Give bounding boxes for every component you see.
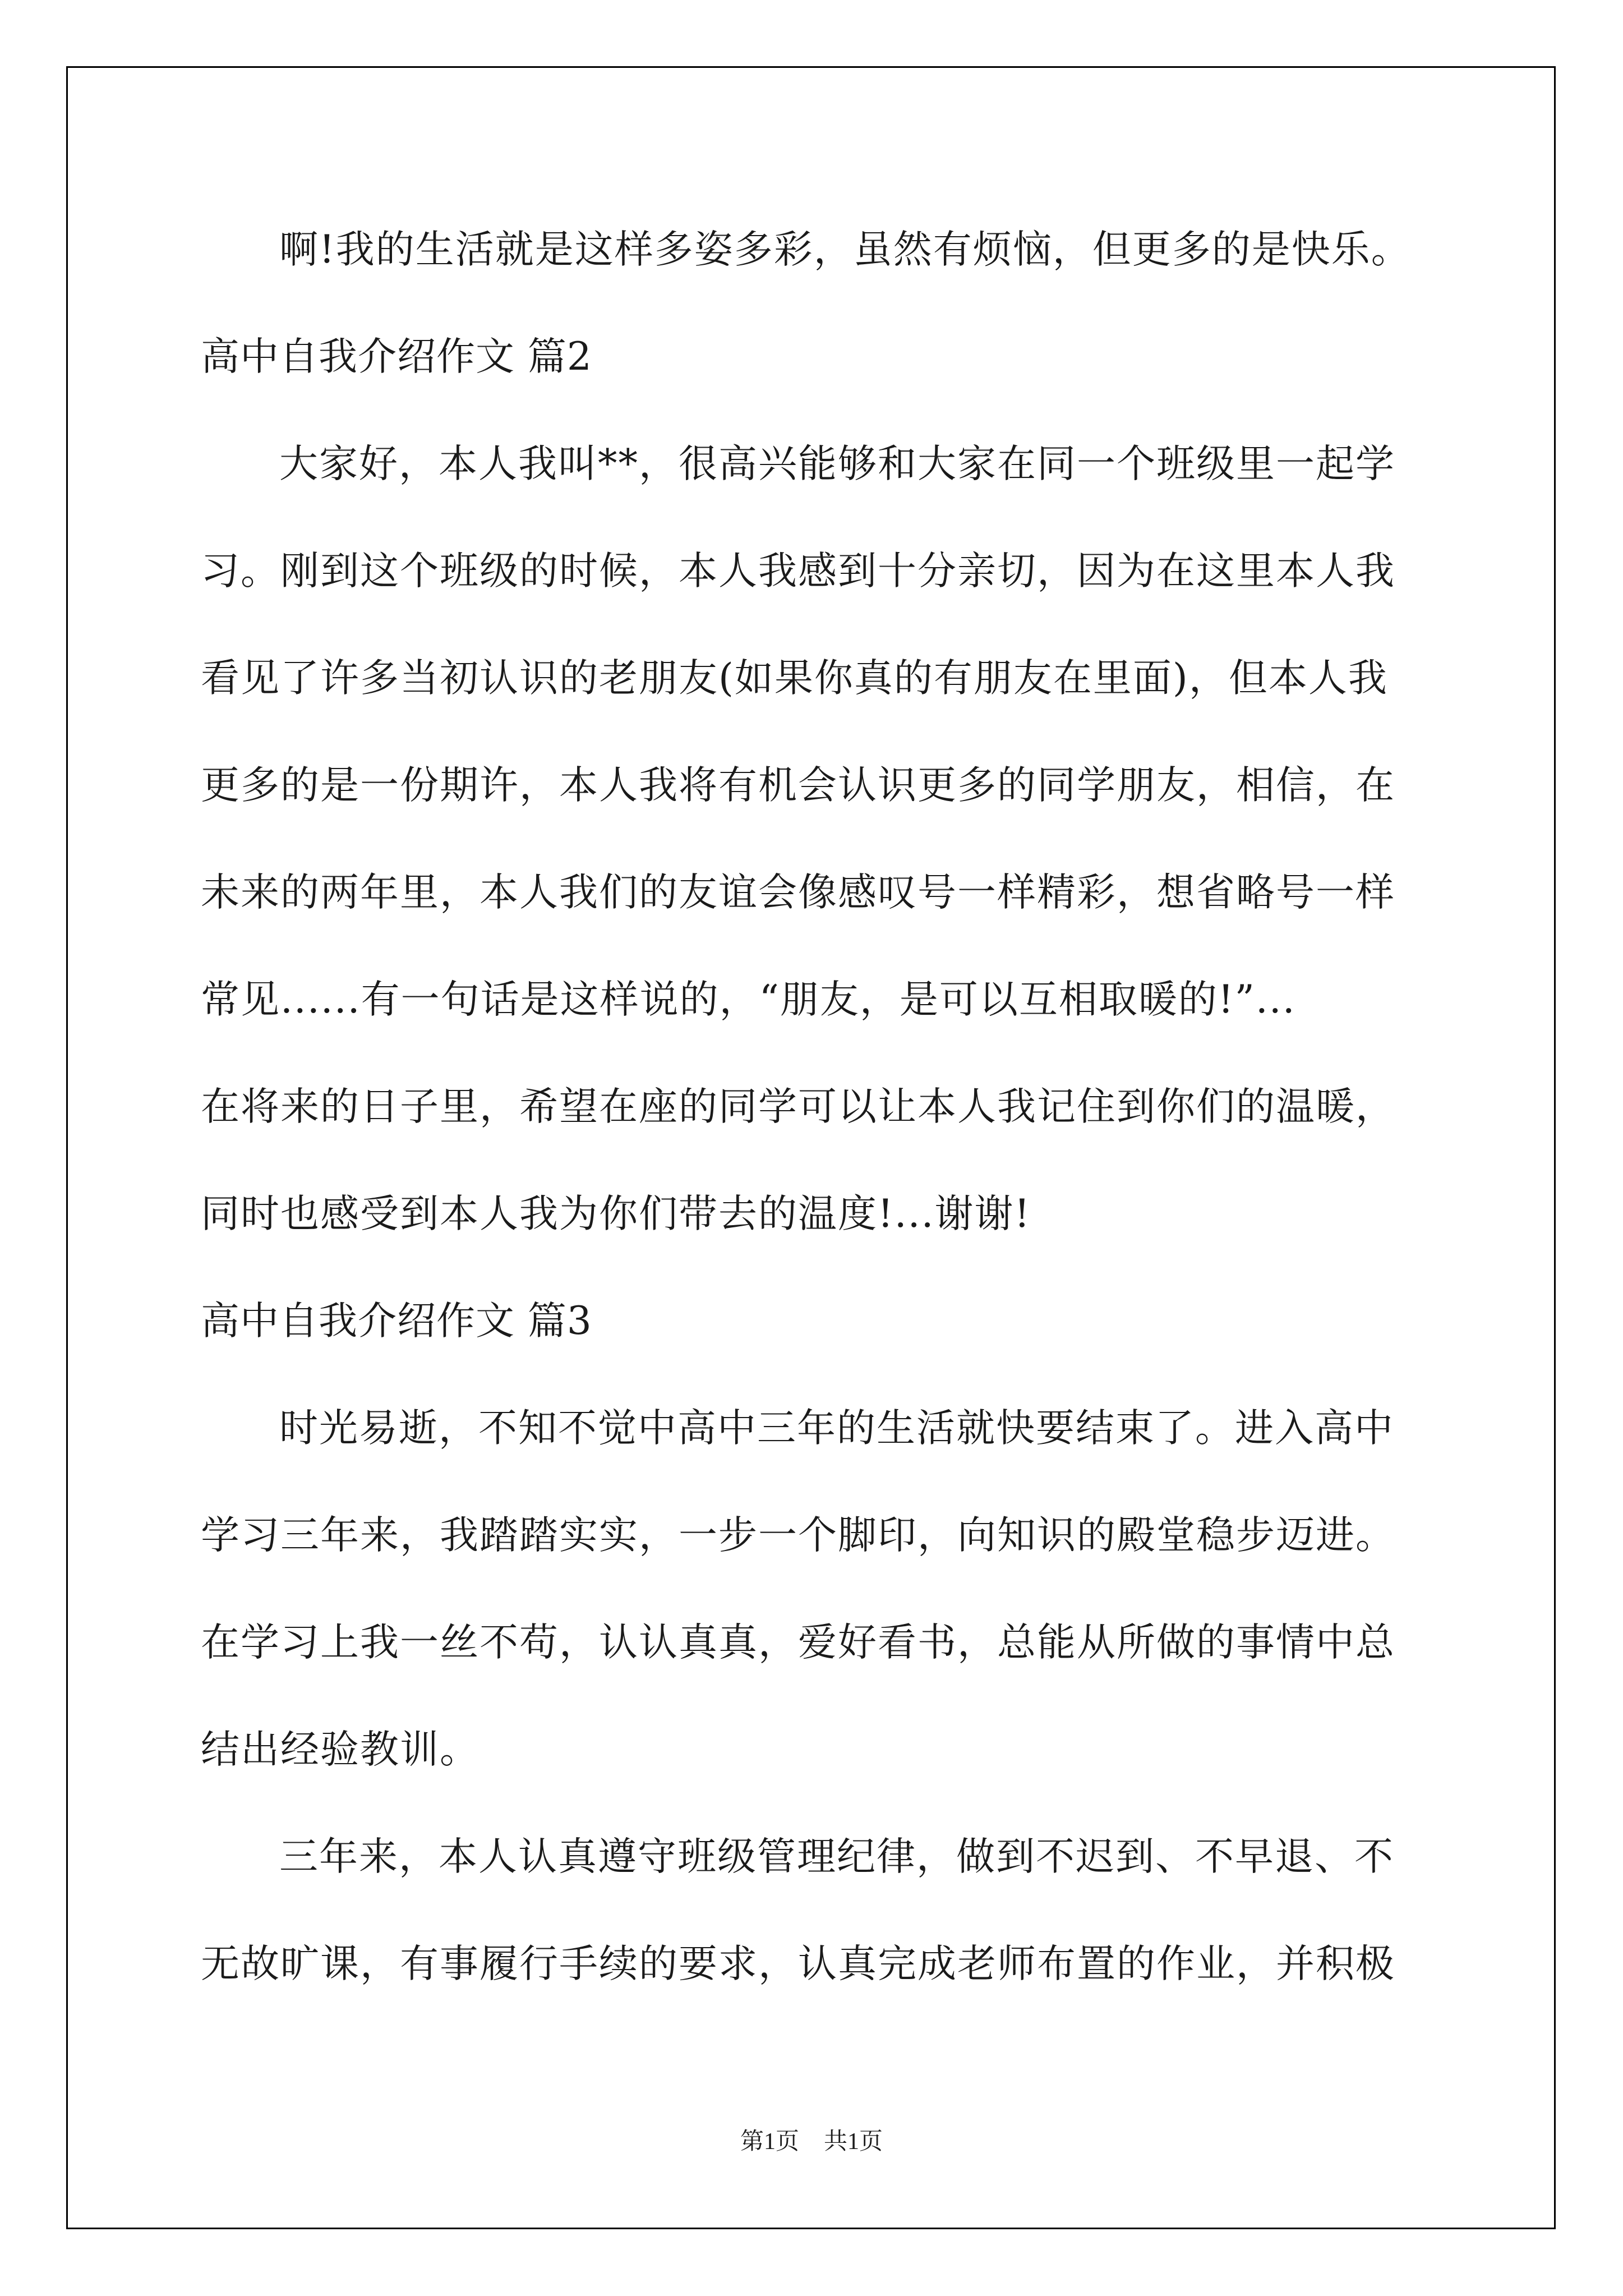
paragraph-line: 更多的是一份期许，本人我将有机会认识更多的同学朋友，相信，在	[201, 763, 1395, 808]
paragraph-line: 习。刚到这个班级的时候，本人我感到十分亲切，因为在这里本人我	[201, 549, 1395, 593]
paragraph-line: 三年来，本人认真遵守班级管理纪律，做到不迟到、不早退、不	[279, 1834, 1394, 1879]
paragraph-line: 未来的两年里，本人我们的友谊会像感叹号一样精彩，想省略号一样	[201, 870, 1395, 915]
paragraph-line: 时光易逝，不知不觉中高中三年的生活就快要结束了。进入高中	[279, 1406, 1394, 1451]
paragraph-line: 结出经验教训。	[201, 1727, 479, 1772]
paragraph-line: 常见......有一句话是这样说的，“朋友，是可以互相取暖的!”...	[201, 977, 1296, 1022]
page-total: 共1页	[824, 2129, 883, 2155]
page-number: 第1页	[740, 2129, 799, 2155]
paragraph-line: 在将来的日子里，希望在座的同学可以让本人我记住到你们的温暖，	[201, 1084, 1395, 1129]
page-footer	[0, 2126, 1623, 2157]
paragraph-line: 啊!我的生活就是这样多姿多彩，虽然有烦恼，但更多的是快乐。	[279, 227, 1411, 272]
section-heading: 高中自我介绍作文 篇3	[201, 1299, 592, 1343]
paragraph-line: 同时也感受到本人我为你们带去的温度!...谢谢!	[201, 1191, 1031, 1236]
paragraph-line: 在学习上我一丝不苟，认认真真，爱好看书，总能从所做的事情中总	[201, 1620, 1395, 1665]
paragraph-line: 无故旷课，有事履行手续的要求，认真完成老师布置的作业，并积极	[201, 1941, 1395, 1986]
paragraph-line: 看见了许多当初认识的老朋友(如果你真的有朋友在里面)，但本人我	[201, 656, 1388, 701]
paragraph-line: 大家好，本人我叫**，很高兴能够和大家在同一个班级里一起学	[279, 441, 1395, 486]
document-body	[201, 223, 1440, 2045]
paragraph-line: 学习三年来，我踏踏实实，一步一个脚印，向知识的殿堂稳步迈进。	[201, 1513, 1395, 1558]
section-heading: 高中自我介绍作文 篇2	[201, 334, 592, 379]
